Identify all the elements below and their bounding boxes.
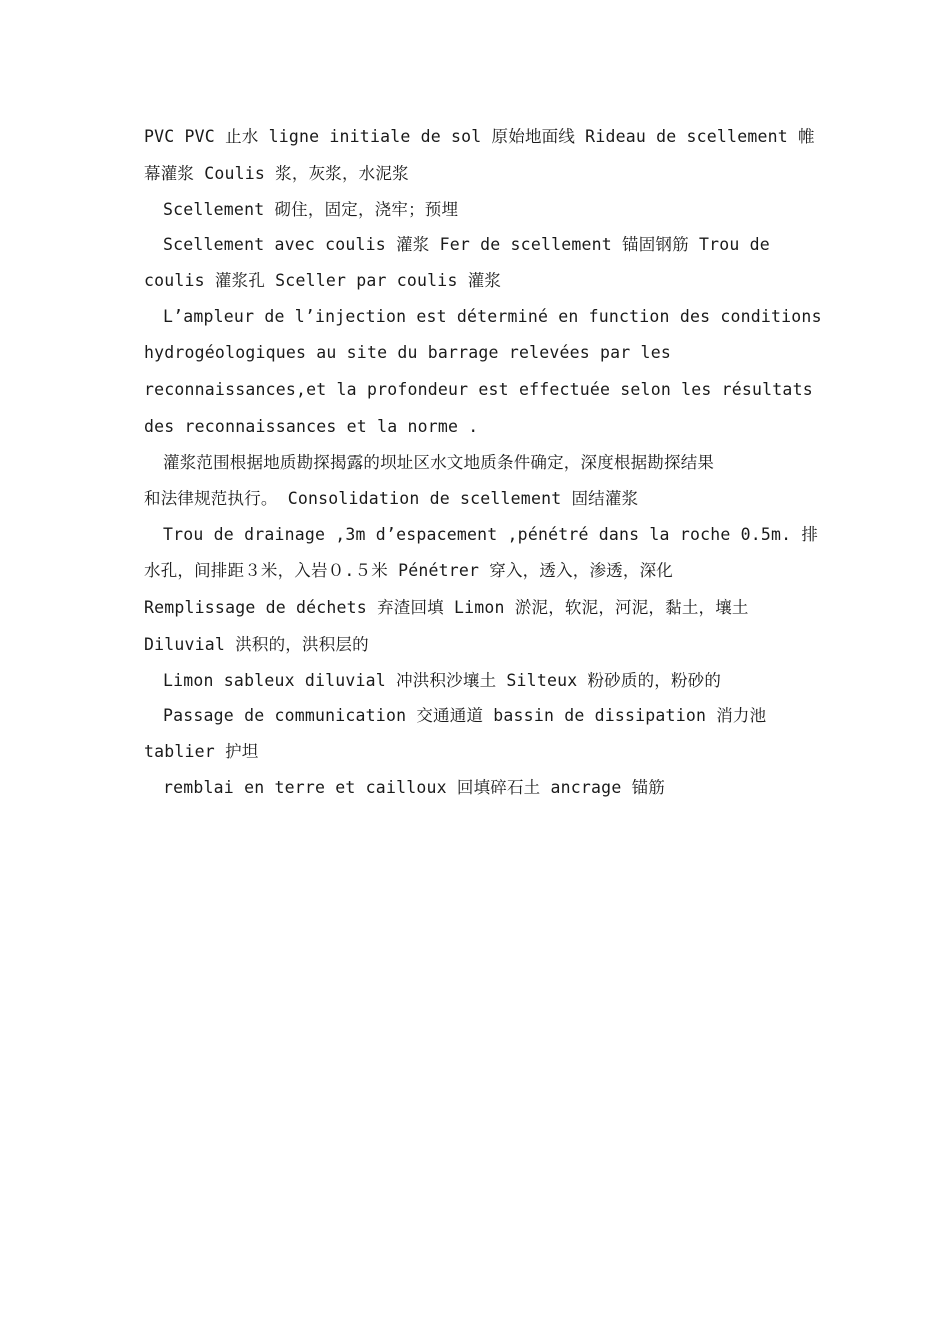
text-line: Scellement 砌住，固定，浇牢；预埋 — [163, 200, 459, 219]
text-line: Passage de communication 交通通道 bassin de dissipation 消力池 — [163, 706, 767, 725]
text-line: Trou de drainage ,3m d’espacement ,pénétré dans la roche 0.5m. 排 — [163, 525, 819, 544]
text-line: reconnaissances,et la profondeur est effectuée selon les résultats — [144, 380, 813, 399]
text-line: 和法律规范执行。 Consolidation de scellement 固结灌浆 — [144, 489, 639, 508]
text-line: 灌浆范围根据地质勘探揭露的坝址区水文地质条件确定，深度根据勘探结果 — [163, 453, 715, 472]
text-line: PVC PVC 止水 ligne initiale de sol 原始地面线 Rideau de scellement 帷 — [144, 127, 815, 146]
text-line: 幕灌浆 Coulis 浆，灰浆，水泥浆 — [144, 164, 409, 183]
text-line: remblai en terre et cailloux 回填碎石土 ancrage 锚筋 — [163, 778, 665, 797]
text-line: 水孔，间排距３米，入岩０.５米 Pénétrer 穿入，透入，渗透，深化 — [144, 561, 673, 580]
document-body — [144, 118, 822, 805]
text-line: des reconnaissances et la norme . — [144, 417, 479, 436]
text-line: coulis 灌浆孔 Sceller par coulis 灌浆 — [144, 271, 502, 290]
text-line: Limon sableux diluvial 冲洪积沙壤土 Silteux 粉砂质的，粉砂的 — [163, 671, 722, 690]
text-line: Remplissage de déchets 弃渣回填 Limon 淤泥，软泥，河泥，黏土，壤土 — [144, 598, 749, 617]
text-line: Scellement avec coulis 灌浆 Fer de scellement 锚固钢筋 Trou de — [163, 235, 770, 254]
text-line: hydrogéologiques au site du barrage relevées par les — [144, 343, 671, 362]
text-line: Diluvial 洪积的，洪积层的 — [144, 635, 369, 654]
text-line: tablier 护坦 — [144, 742, 259, 761]
text-line: L’ampleur de l’injection est déterminé en function des conditions — [163, 307, 822, 326]
